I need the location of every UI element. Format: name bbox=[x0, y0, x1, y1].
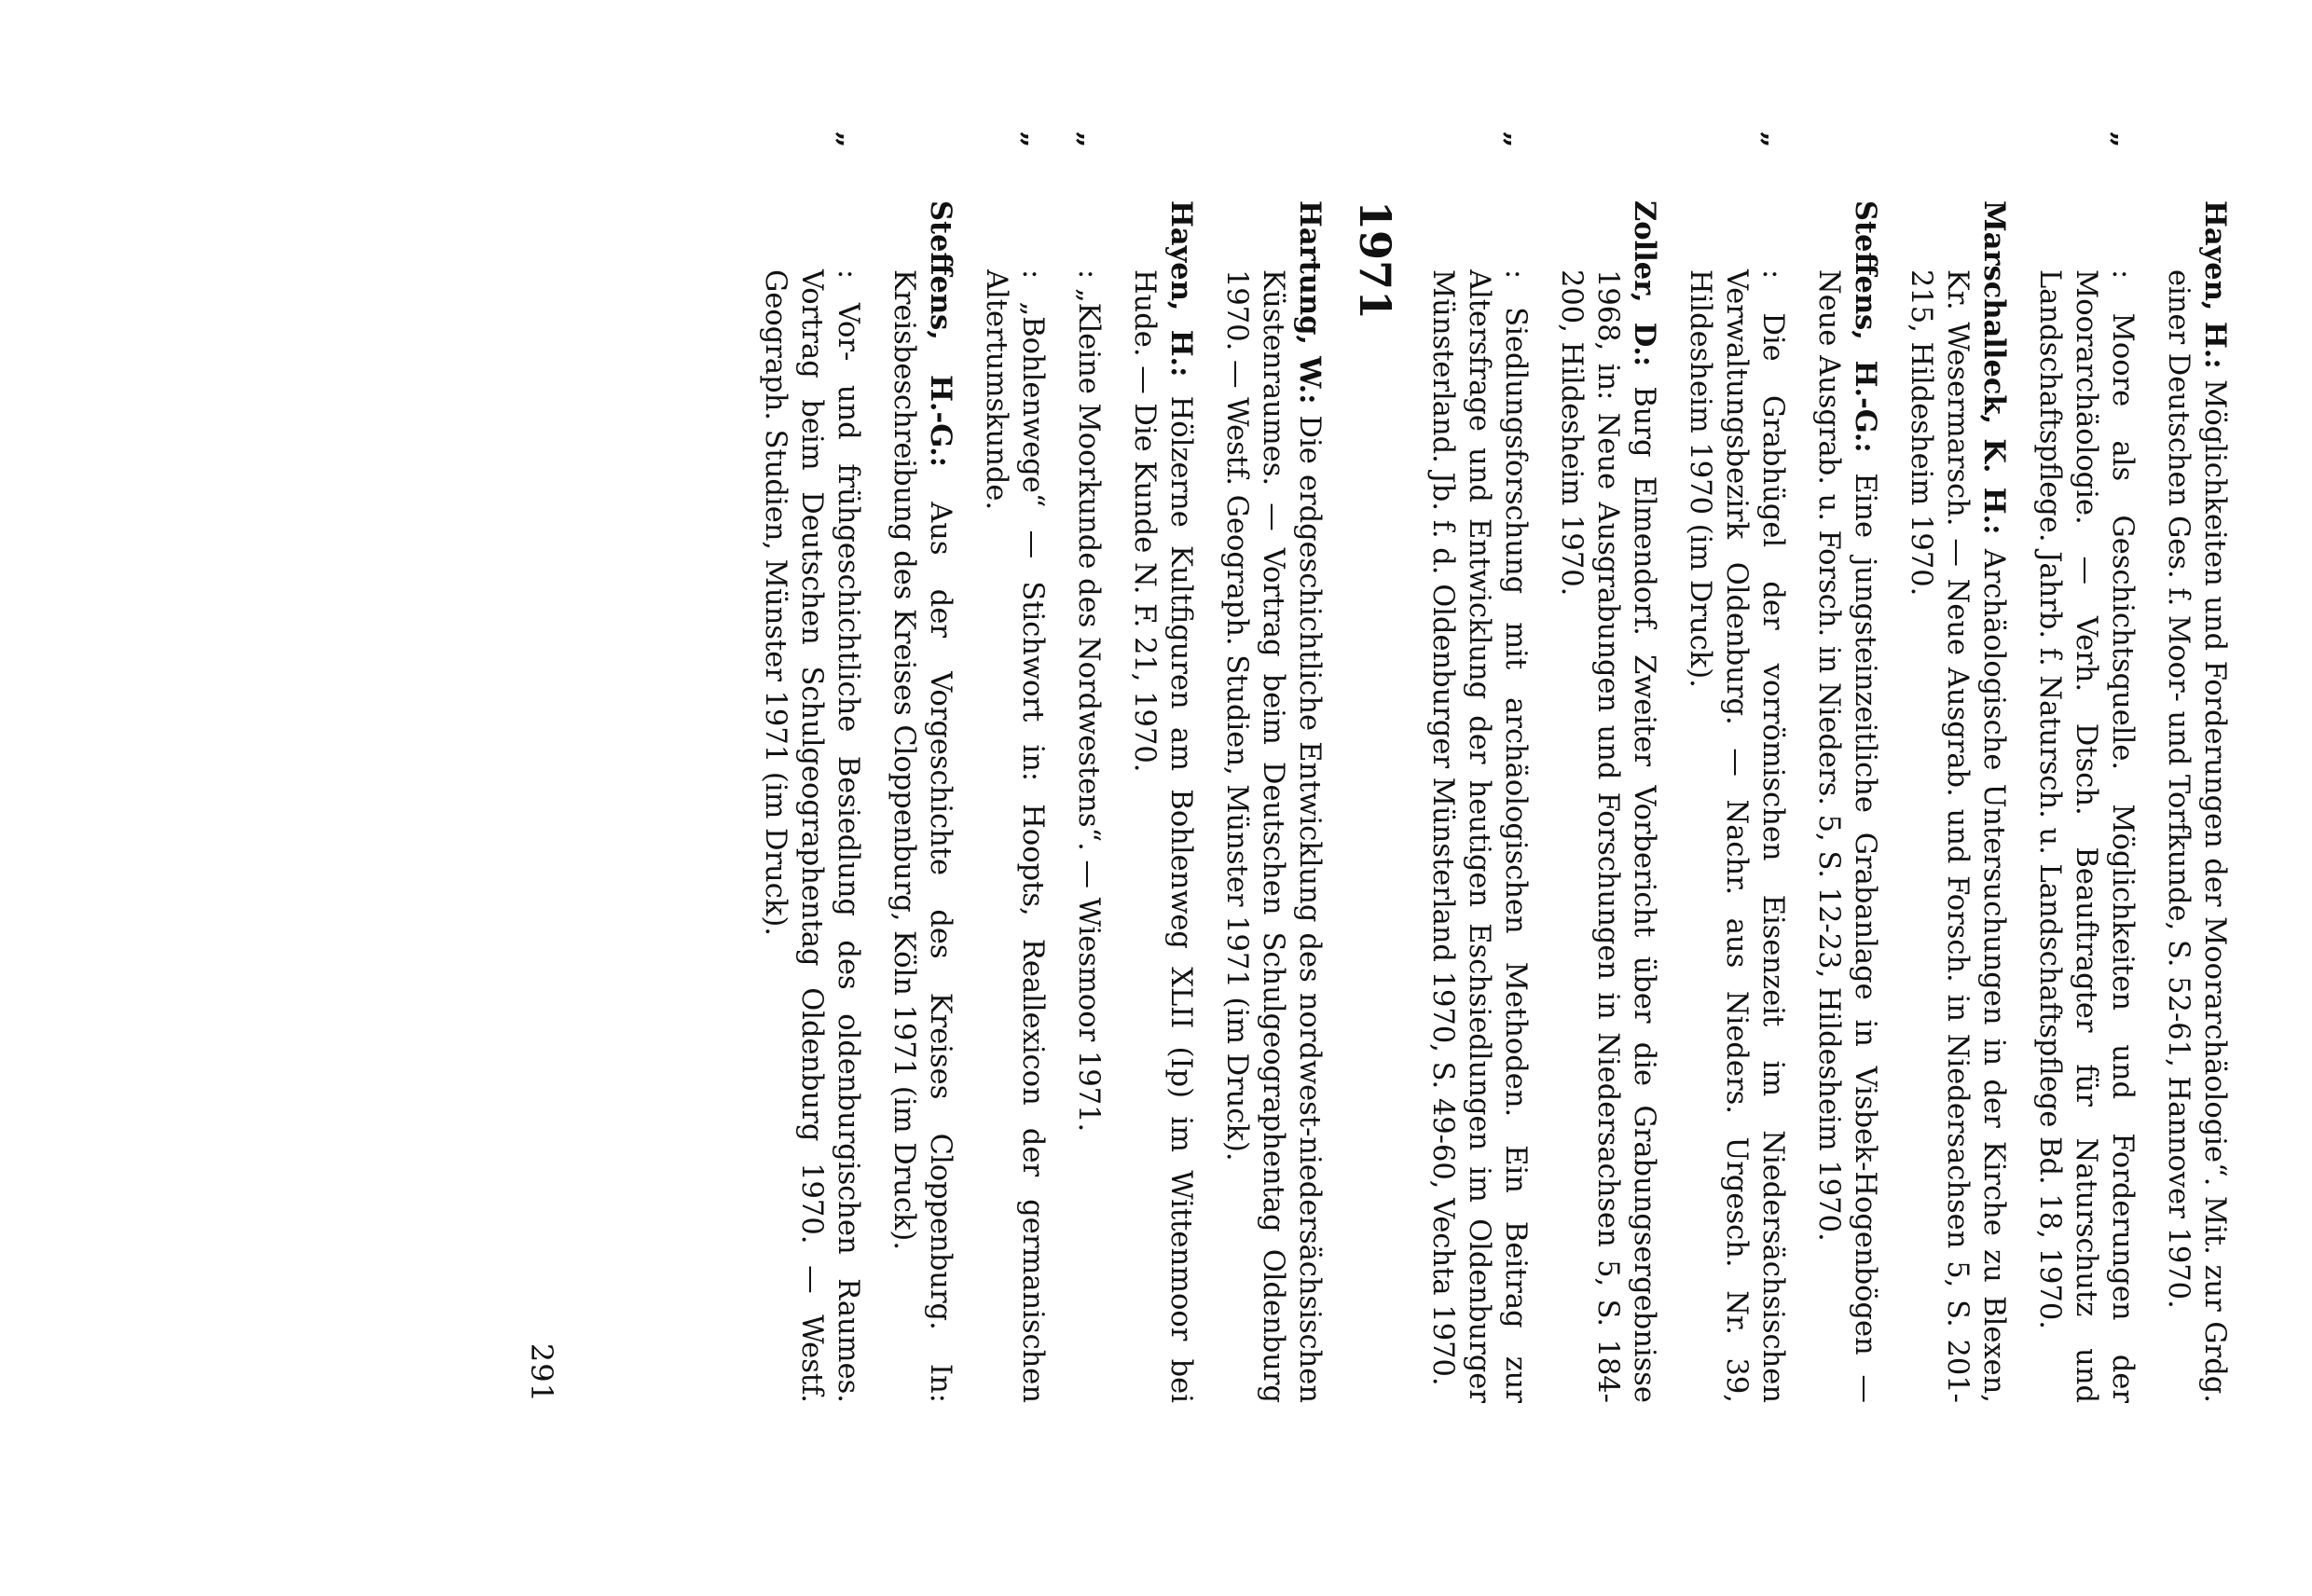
entry-author: Steffens, H.-G.: bbox=[1849, 200, 1882, 474]
ditto-mark: „ bbox=[1499, 131, 1533, 148]
bibliography bbox=[524, 131, 2233, 1404]
bibliography-entry bbox=[2031, 131, 2140, 1403]
entry-text: Aus der Vorgeschichte des Kreises Cloppenburg. In: Kreisbeschreibung des Kreises Cloppenburg, Köln 1971 (im Druck). bbox=[888, 269, 956, 1404]
entry-text: Eine jungsteinzeitliche Grabanlage in Visbek-Hogenbögen — Neue Ausgrab. u. Forsch. in Nieders. 5, S. 12-23, Hildesheim 1970. bbox=[1812, 269, 1881, 1404]
entry-text: Hölzerne Kultfiguren am Bohlenweg XLII (Ip) im Wittenmoor bei Hude. — Die Kunde N. F. 21, 1970. bbox=[1128, 269, 1197, 1403]
bibliography-entry bbox=[978, 131, 1051, 1403]
bibliography-entry bbox=[1903, 200, 2012, 1403]
bibliography-entry bbox=[1126, 200, 1199, 1403]
entry-author: Hayen, H.: bbox=[2198, 200, 2232, 380]
entry-text: : Vor- und frühgeschichtliche Besiedlung des oldenburgischen Raumes. Vortrag beim Deutschen Schulgeographentag Oldenburg 1970. — Westf. Geograph. Studien, Münster 1971 (im Druck). bbox=[759, 269, 864, 1403]
entry-text: : Die Grabhügel der vorrömischen Eisenzeit im Niedersächsischen Verwaltungsbezirk Oldenburg. — Nachr. aus Nieders. Urgesch. Nr. 39, Hildesheim 1970 (im Druck). bbox=[1684, 269, 1789, 1403]
bibliography-entry bbox=[1682, 131, 1791, 1403]
page-number: 291 bbox=[524, 1342, 559, 1403]
entry-text: Möglichkeiten und Forderungen der Moorarchäologie“. Mit. zur Grdg. einer Deutschen Ges. f. Moor- und Torfkunde, S. 52-61, Hannover 1970. bbox=[2162, 269, 2231, 1403]
entry-author: Zoller, D.: bbox=[1628, 200, 1661, 387]
ditto-mark: „ bbox=[1016, 131, 1050, 148]
bibliography-entry bbox=[757, 131, 866, 1403]
bibliography-entry bbox=[1424, 131, 1534, 1403]
entry-text: Burg Elmendorf. Zweiter Vorbericht über die Grabungsergebnisse 1968, in: Neue Ausgrabungen und Forschungen in Niedersachsen 5, S. 184-200, Hildesheim 1970. bbox=[1555, 269, 1660, 1403]
entry-text: : Siedlungsforschung mit archäologischen Methoden. Ein Beitrag zur Altersfrage und Entwicklung der heutigen Eschsiedlungen im Oldenburger Münsterland. Jb. f. d. Oldenburger Münsterland 1970, S. 49-60, Vechta 1970. bbox=[1426, 269, 1532, 1403]
bibliography-entry bbox=[886, 200, 958, 1403]
ditto-mark: „ bbox=[832, 131, 865, 148]
ditto-mark: „ bbox=[2106, 131, 2140, 148]
ditto-mark: „ bbox=[1072, 131, 1106, 148]
bibliography-entry bbox=[1070, 131, 1107, 1403]
year-heading: 1971 bbox=[1350, 200, 1400, 321]
bibliography-entry bbox=[1218, 200, 1328, 1403]
entry-text: Archäologische Untersuchungen in der Kirche zu Blexen, Kr. Wesermarsch. — Neue Ausgrab. und Forsch. in Niedersachsen 5, S. 201-215, Hildesheim 1970. bbox=[1905, 269, 2010, 1403]
entry-author: Hartung, W.: bbox=[1293, 200, 1327, 416]
bibliography-entry bbox=[1553, 200, 1662, 1403]
entry-text: : „Kleine Moorkunde des Nordwestens“. — Wiesmoor 1971. bbox=[1072, 269, 1105, 1133]
entry-text: Die erdgeschichtliche Entwicklung des nordwest-niedersächsischen Küstenraumes. — Vortrag beim Deutschen Schulgeographentag Oldenburg 1970. — Westf. Geograph. Studien, Münster 1971 (im Druck). bbox=[1220, 269, 1326, 1403]
entry-author: Hayen, H.: bbox=[1164, 200, 1198, 396]
bibliography-entry bbox=[1810, 200, 1883, 1403]
entry-author: Marschalleck, K. H.: bbox=[1977, 200, 2011, 549]
entry-author: Steffens, H.-G.: bbox=[924, 200, 957, 502]
entry-text: : „Bohlenwege“ — Stichwort in: Hoopts, Reallexicon der germanischen Altertumskunde. bbox=[980, 269, 1049, 1403]
bibliography-entry bbox=[2160, 200, 2233, 1403]
entry-text: : Moore als Geschichtsquelle. Möglichkeiten und Forderungen der Moorarchäologie. — Verh. Dtsch. Beauftragter für Naturschutz und Landschaftspflege. Jahrb. f. Natursch. u. Landschaftspflege Bd. 18, 1970. bbox=[2033, 269, 2139, 1403]
ditto-mark: „ bbox=[1756, 131, 1790, 148]
